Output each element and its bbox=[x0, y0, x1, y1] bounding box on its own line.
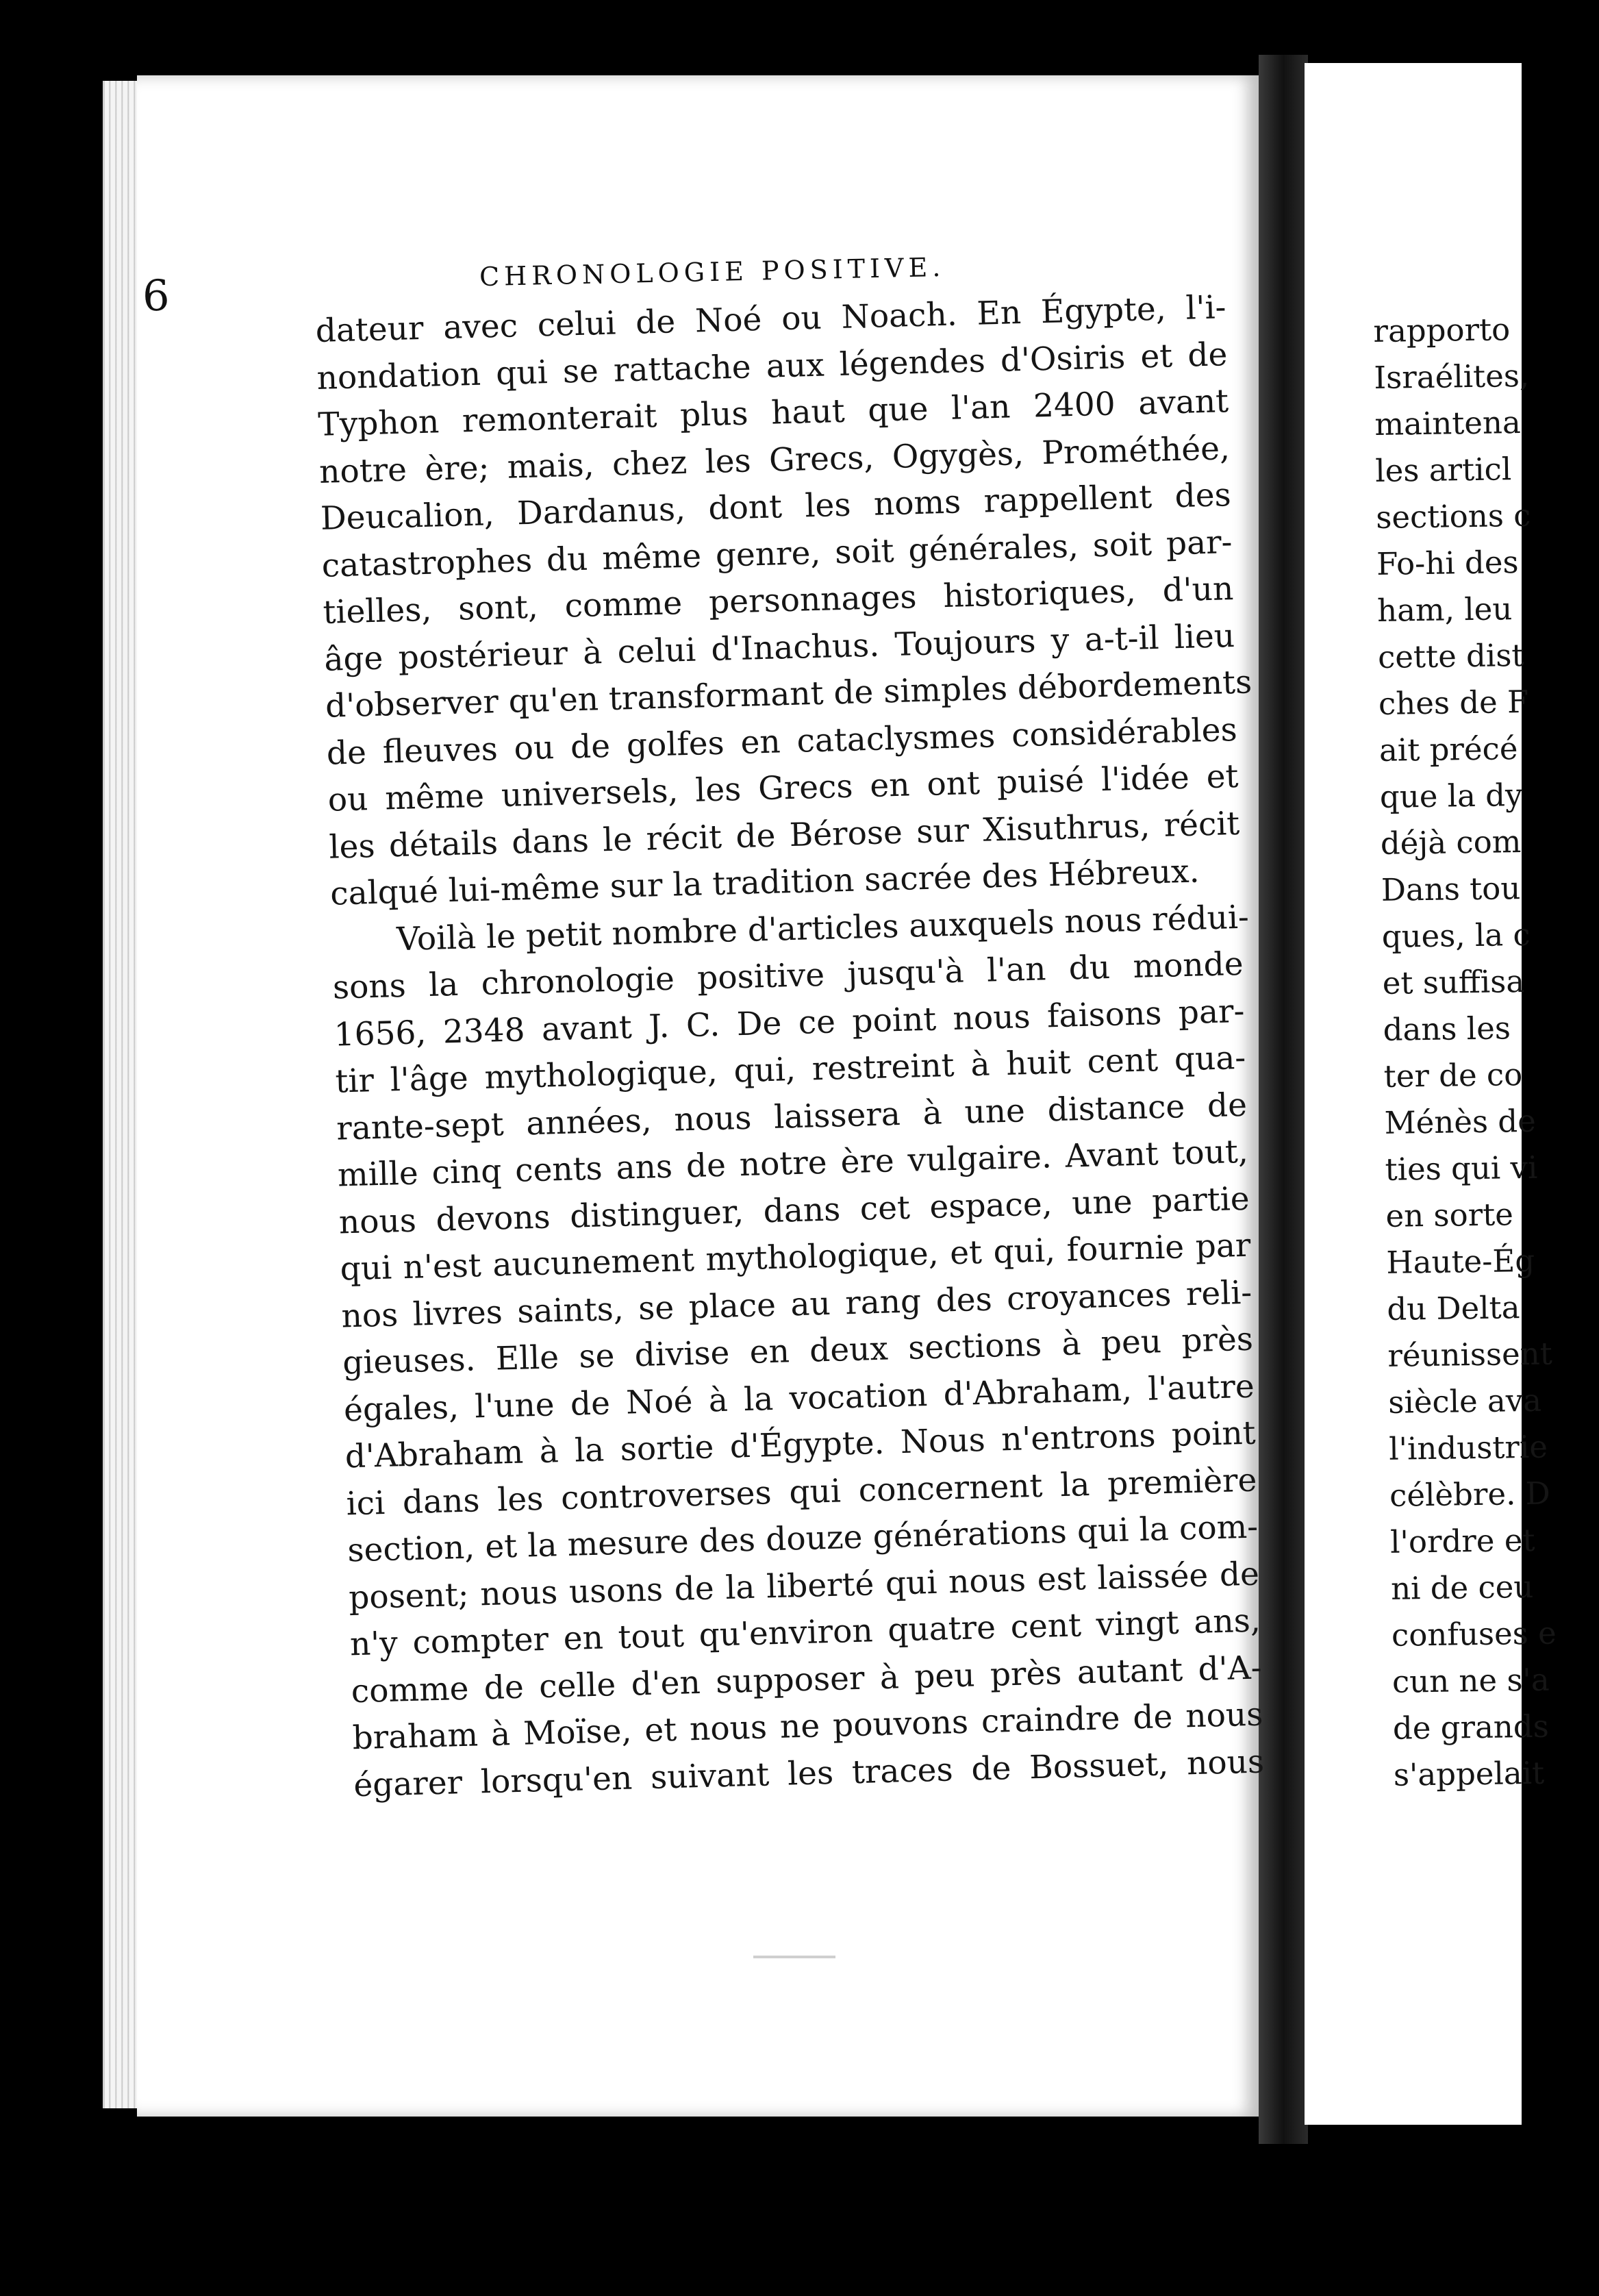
text-line: ait précé bbox=[1378, 730, 1518, 769]
text-line: catastrophes du même genre, soit générales, soit par- bbox=[321, 523, 1233, 585]
scan-smudge bbox=[753, 1956, 835, 1958]
text-line: tir l'âge mythologique, qui, restreint à huit cent qua- bbox=[334, 1038, 1246, 1101]
text-line: calqué lui-même sur la tradition sacrée des Hébreux. bbox=[329, 852, 1200, 913]
text-line: dans les bbox=[1383, 1010, 1511, 1048]
text-line: rapporto bbox=[1373, 311, 1511, 349]
text-line: tielles, sont, comme personnages historiques, d'un bbox=[322, 570, 1234, 632]
text-line: de grands bbox=[1392, 1708, 1550, 1747]
text-line: confuses e bbox=[1391, 1614, 1557, 1654]
text-line: nos livres saints, se place au rang des croyances reli- bbox=[340, 1273, 1252, 1335]
page-number: 6 bbox=[142, 270, 171, 321]
text-line: posent; nous usons de la liberté qui nous est laissée de bbox=[348, 1555, 1260, 1617]
text-line: égarer lorsqu'en suivant les traces de Bossuet, nous bbox=[353, 1742, 1265, 1804]
text-line: les détails dans le récit de Bérose sur Xisuthrus, récit bbox=[328, 804, 1240, 866]
text-line: Haute-Ég bbox=[1386, 1242, 1535, 1281]
text-line: ter de co bbox=[1383, 1056, 1523, 1095]
text-line: siècle ava bbox=[1387, 1382, 1542, 1421]
text-line: d'Abraham à la sortie d'Égypte. Nous n'entrons point bbox=[344, 1414, 1257, 1476]
text-line: l'industrie bbox=[1388, 1428, 1548, 1467]
text-line: l'ordre et bbox=[1389, 1521, 1535, 1560]
text-line: cun ne s'a bbox=[1392, 1661, 1550, 1700]
text-line: qui n'est aucunement mythologique, et qui, fournie par bbox=[340, 1226, 1252, 1288]
text-line: déjà com bbox=[1380, 823, 1522, 862]
text-line: ici dans les controverses qui concernent la première bbox=[345, 1461, 1257, 1523]
right-page-body bbox=[1373, 305, 1599, 1799]
text-line: que la dy bbox=[1379, 777, 1523, 815]
text-line: sections c bbox=[1375, 497, 1531, 536]
text-line: en sorte bbox=[1385, 1196, 1514, 1234]
text-line: du Delta bbox=[1387, 1289, 1520, 1327]
text-line: notre ère; mais, chez les Grecs, Ogygès, Prométhée, bbox=[318, 429, 1231, 491]
text-line: section, et la mesure des douze générations qui la com- bbox=[347, 1508, 1259, 1570]
text-line: d'observer qu'en transformant de simples débordements bbox=[325, 663, 1252, 725]
text-line: les articl bbox=[1374, 451, 1512, 489]
text-line: de fleuves ou de golfes en cataclysmes considérables bbox=[326, 710, 1238, 773]
text-line: Dans tou bbox=[1381, 870, 1521, 908]
text-line: ham, leu bbox=[1376, 590, 1513, 629]
text-line: Ménès de bbox=[1384, 1102, 1537, 1141]
text-line: ou même universels, les Grecs en ont puisé l'idée et bbox=[327, 757, 1239, 819]
text-line: mille cinq cents ans de notre ère vulgaire. Avant tout, bbox=[337, 1132, 1249, 1195]
text-line: égales, l'une de Noé à la vocation d'Abraham, l'autre bbox=[343, 1367, 1255, 1429]
text-line: sons la chronologie positive jusqu'à l'an du monde bbox=[332, 945, 1244, 1007]
text-line: gieuses. Elle se divise en deux sections à peu près bbox=[342, 1320, 1254, 1382]
text-line: 1656, 2348 avant J. C. De ce point nous faisons par- bbox=[333, 992, 1246, 1054]
text-line: âge postérieur à celui d'Inachus. Toujours y a-t-il lieu bbox=[323, 616, 1235, 679]
text-line: ni de ceu bbox=[1390, 1568, 1534, 1607]
text-line: rante-sept années, nous laissera à une distance de bbox=[336, 1086, 1248, 1148]
text-line: n'y compter en tout qu'environ quatre cent vingt ans, bbox=[349, 1601, 1261, 1664]
text-line: Fo-hi des bbox=[1376, 544, 1519, 582]
text-line: dateur avec celui de Noé ou Noach. En Égypte, l'i- bbox=[315, 288, 1227, 350]
text-line: réunissent bbox=[1387, 1335, 1553, 1374]
text-line: nondation qui se rattache aux légendes d'Osiris et de bbox=[316, 335, 1228, 397]
text-line: célèbre. D bbox=[1389, 1475, 1551, 1514]
text-line: ties qui vi bbox=[1385, 1149, 1538, 1188]
text-line: ques, la c bbox=[1381, 916, 1531, 955]
text-line: s'appelait bbox=[1393, 1754, 1545, 1793]
text-line: braham à Moïse, et nous ne pouvons craindre de nous bbox=[351, 1695, 1263, 1758]
text-line: maintena bbox=[1374, 404, 1522, 442]
text-line: Deucalion, Dardanus, dont les noms rappellent des bbox=[320, 476, 1232, 538]
text-line: ches de F bbox=[1378, 683, 1529, 722]
text-line: Voilà le petit nombre d'articles auxquels nous rédui- bbox=[396, 898, 1250, 958]
text-line: Typhon remonterait plus haut que l'an 2400 avant bbox=[317, 382, 1229, 444]
running-title: CHRONOLOGIE POSITIVE. bbox=[479, 251, 946, 292]
text-line: nous devons distinguer, dans cet espace, une partie bbox=[338, 1180, 1250, 1242]
text-line: comme de celle d'en supposer à peu près autant d'A- bbox=[351, 1649, 1263, 1710]
left-page-body bbox=[315, 284, 1299, 1809]
text-line: et suffisa bbox=[1382, 963, 1525, 1001]
text-line: Israélites, bbox=[1374, 357, 1530, 396]
text-line: cette dist bbox=[1377, 636, 1524, 675]
